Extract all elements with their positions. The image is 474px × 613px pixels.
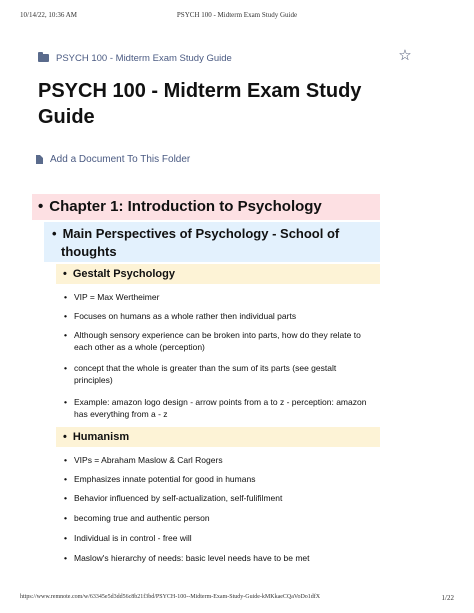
item-text: VIPs = Abraham Maslow & Carl Rogers — [74, 455, 223, 465]
item-text: Example: amazon logo design - arrow points from a to z - perception: amazon has everything from a - z — [74, 397, 367, 419]
item-bullet: • — [64, 311, 67, 321]
page-title: PSYCH 100 - Midterm Exam Study Guide — [38, 80, 362, 128]
item-bullet: • — [64, 363, 67, 373]
item-bullet: • — [64, 330, 67, 340]
item-bullet: • — [64, 455, 67, 465]
print-footer — [0, 594, 474, 604]
humanism-bullet: • — [63, 431, 67, 443]
item-text: VIP = Max Wertheimer — [74, 292, 160, 302]
item-bullet: • — [64, 397, 67, 407]
print-page-title: PSYCH 100 - Midterm Exam Study Guide — [176, 11, 298, 19]
list-item[interactable] — [64, 512, 374, 524]
print-url: https://www.remnote.com/w/63345e5d3dd56c8b21f3bd/PSYCH-100--Midterm-Exam-Study-Guide-kMKkaeCQaVoDo1dfX — [20, 594, 321, 600]
item-text: Focuses on humans as a whole rather then individual parts — [74, 311, 297, 321]
document-icon — [36, 155, 43, 164]
section-bullet: • — [52, 226, 57, 241]
item-bullet: • — [64, 493, 67, 503]
add-document-label[interactable]: Add a Document To This Folder — [50, 154, 191, 165]
list-item[interactable] — [64, 492, 374, 504]
gestalt-heading-text: Gestalt Psychology — [72, 268, 175, 280]
print-header — [0, 11, 474, 21]
chapter-heading-text: Chapter 1: Introduction to Psychology — [49, 198, 322, 215]
add-document-button[interactable] — [36, 154, 190, 165]
star-outline-icon[interactable]: ☆ — [398, 47, 412, 64]
item-text: Individual is in control - free will — [74, 533, 192, 543]
item-text: concept that the whole is greater than the sum of its parts (see gestalt principles) — [74, 363, 337, 385]
list-item[interactable] — [64, 362, 374, 386]
breadcrumb[interactable] — [38, 51, 232, 65]
item-text: Emphasizes innate potential for good in humans — [74, 474, 256, 484]
item-bullet: • — [64, 553, 67, 563]
item-text: becoming true and authentic person — [74, 513, 210, 523]
print-datetime: 10/14/22, 10:36 AM — [20, 11, 77, 19]
section-heading[interactable] — [52, 225, 379, 261]
list-item[interactable] — [64, 552, 374, 564]
print-page-number: 1/22 — [441, 594, 454, 602]
item-text: Although sensory experience can be broken into parts, how do they relate to each other as a whole (perception) — [74, 330, 361, 352]
list-item[interactable] — [64, 291, 374, 303]
list-item[interactable] — [64, 532, 374, 544]
list-item[interactable] — [64, 329, 374, 353]
item-bullet: • — [64, 292, 67, 302]
item-bullet: • — [64, 533, 67, 543]
humanism-heading-text: Humanism — [72, 431, 130, 443]
folder-icon — [38, 54, 49, 62]
list-item[interactable] — [64, 396, 374, 420]
chapter-heading[interactable] — [38, 197, 322, 217]
section-heading-text: Main Perspectives of Psychology - School of thoughts — [61, 226, 340, 259]
item-text: Maslow's hierarchy of needs: basic level needs have to be met — [74, 553, 310, 563]
item-bullet: • — [64, 474, 67, 484]
item-text: Behavior influenced by self-actualization, self-fulifilment — [74, 493, 283, 503]
breadcrumb-label[interactable]: PSYCH 100 - Midterm Exam Study Guide — [56, 52, 232, 64]
list-item[interactable] — [64, 310, 374, 322]
list-item[interactable] — [64, 473, 374, 485]
gestalt-heading[interactable] — [63, 267, 175, 281]
list-item[interactable] — [64, 454, 374, 466]
item-bullet: • — [64, 513, 67, 523]
chapter-bullet: • — [38, 198, 44, 215]
gestalt-bullet: • — [63, 268, 67, 280]
humanism-heading[interactable] — [63, 430, 129, 444]
